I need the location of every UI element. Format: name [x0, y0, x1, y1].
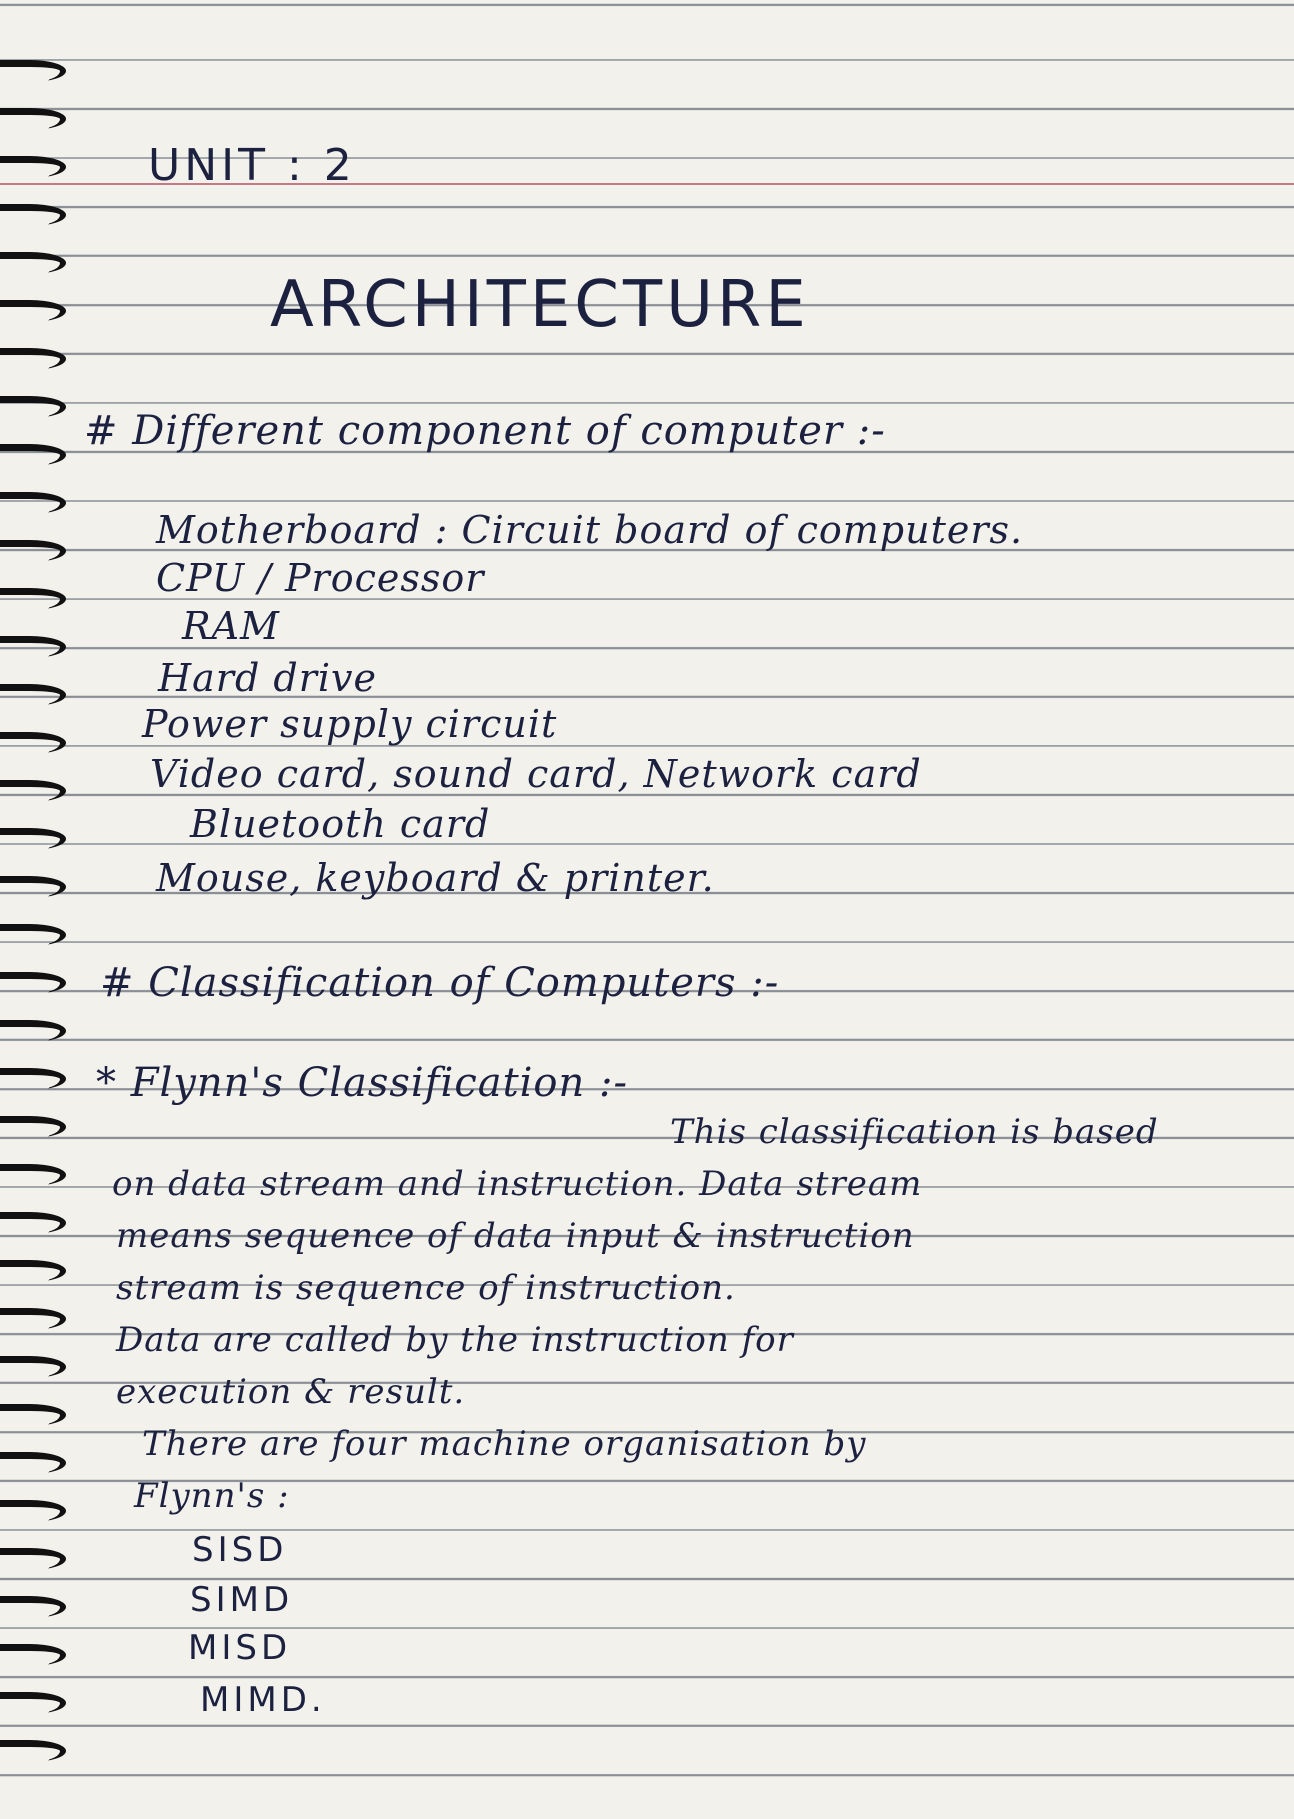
list-item: Mouse, keyboard & printer. — [156, 856, 715, 900]
section-heading-classification: # Classification of Computers :- — [100, 960, 780, 1006]
page-title: ARCHITECTURE — [270, 268, 810, 342]
list-item: SISD — [192, 1530, 288, 1570]
paragraph-line: execution & result. — [116, 1372, 466, 1412]
paragraph-line: Flynn's : — [134, 1476, 290, 1516]
paragraph-line: means sequence of data input & instruction — [116, 1216, 915, 1256]
spiral-binding — [0, 0, 80, 1819]
paragraph-line: There are four machine organisation by — [142, 1424, 867, 1464]
paragraph-line: Data are called by the instruction for — [116, 1320, 794, 1360]
unit-heading: UNIT : 2 — [148, 140, 356, 191]
list-item: RAM — [182, 604, 280, 648]
list-item: Motherboard : Circuit board of computers. — [156, 508, 1024, 552]
list-item: Video card, sound card, Network card — [150, 752, 922, 796]
section-heading-components: # Different component of computer :- — [84, 408, 886, 454]
paragraph-line: on data stream and instruction. Data stream — [112, 1164, 923, 1204]
subheading-flynns: * Flynn's Classification :- — [96, 1060, 628, 1106]
list-item: Power supply circuit — [142, 702, 558, 746]
list-item: SIMD — [190, 1580, 294, 1620]
paragraph-line: stream is sequence of instruction. — [116, 1268, 736, 1308]
list-item: MIMD. — [200, 1680, 326, 1720]
list-item: CPU / Processor — [156, 556, 485, 600]
list-item: Bluetooth card — [190, 802, 491, 846]
list-item: Hard drive — [158, 656, 377, 700]
list-item: MISD — [188, 1628, 292, 1668]
paragraph-line: This classification is based — [670, 1112, 1159, 1152]
